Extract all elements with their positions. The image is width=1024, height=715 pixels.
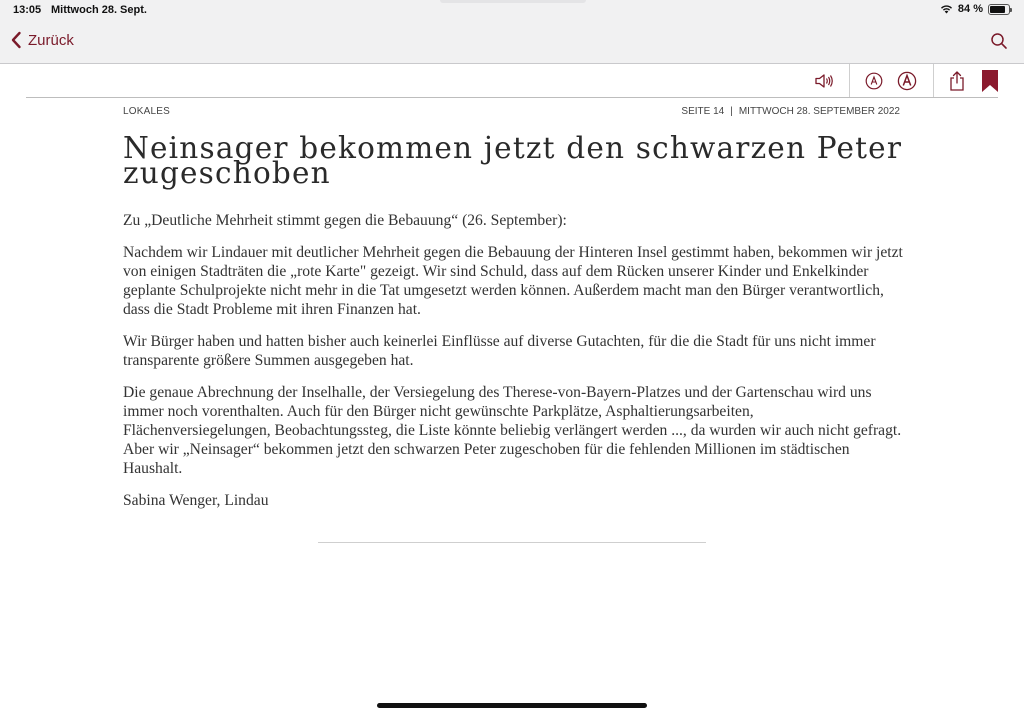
back-button[interactable] (10, 31, 74, 49)
article-body (123, 211, 905, 523)
toolbar-divider (933, 64, 934, 98)
article-signature: Sabina Wenger, Lindau (123, 492, 269, 509)
chevron-left-icon (10, 31, 22, 49)
issue-date: MITTWOCH 28. SEPTEMBER 2022 (738, 106, 900, 117)
top-bar (0, 0, 1024, 64)
toolbar-divider-line (26, 97, 998, 98)
article-headline (123, 131, 903, 190)
page-info (681, 106, 900, 117)
headline-line-1: Neinsager bekommen jetzt den schwarzen Peter (123, 131, 903, 165)
home-indicator[interactable] (377, 703, 647, 708)
article-paragraph: Nachdem wir Lindauer mit deutlicher Mehrheit gegen die Bebauung der Hinteren Insel gestimmt haben, bekommen wir jetzt von einigen Stadträten die „rote Karte" gezeigt. Wir sind Schuld, dass auf dem Rücken unserer Kinder und Enkelkinder geplante Schulprojekte nicht mehr in die Tat umgesetzt werden können. Außerdem macht man den Bürger verantwortlich, dass die Stadt Probleme mit ihren Finanzen hat. (123, 244, 903, 318)
article-intro: Zu „Deutliche Mehrheit stimmt gegen die Bebauung“ (26. September): (123, 212, 567, 229)
back-label: Zurück (28, 31, 74, 49)
search-icon[interactable] (990, 32, 1008, 50)
article-paragraph: Die genaue Abrechnung der Inselhalle, der Versiegelung des Therese-von-Bayern-Platzes und der Gartenschau wird uns immer noch vorenthalten. Auch für den Bürger nicht gewünschte Parkplätze, Asphaltierungsarbeiten, Flächenversiegelungen, Beobachtungssteg, die Liste könnte beliebig verlängert werden ..., da wurden wir auch nicht gefragt. Aber wir „Neinsager“ bekommen jetzt den schwarzen Peter zugeschoben für die fehlenden Millionen im städtischen Haushalt. (123, 384, 902, 477)
battery-icon (988, 4, 1010, 15)
battery-percent: 84 % (957, 3, 983, 15)
toolbar-divider (849, 64, 850, 98)
read-aloud-button[interactable] (811, 69, 837, 93)
section-label: LOKALES (123, 106, 170, 117)
page-number: SEITE 14 (681, 106, 725, 117)
wifi-icon (940, 4, 953, 14)
meta-separator: | (730, 106, 733, 117)
font-smaller-button[interactable] (862, 69, 886, 93)
status-time: 13:05 (13, 4, 42, 16)
article-end-divider (318, 542, 706, 543)
share-icon (948, 70, 966, 92)
bookmark-button[interactable] (978, 69, 1002, 93)
status-date: Mittwoch 28. Sept. (51, 4, 147, 16)
font-larger-icon (897, 71, 917, 91)
speaker-icon (814, 73, 834, 89)
multitasking-grabber[interactable] (440, 0, 586, 3)
font-smaller-icon (865, 72, 883, 90)
font-larger-button[interactable] (895, 69, 919, 93)
status-indicators (940, 3, 1010, 15)
bookmark-icon (981, 69, 999, 93)
share-button[interactable] (945, 69, 969, 93)
reader-toolbar (0, 64, 1024, 98)
headline-line-2: zugeschoben (123, 156, 331, 190)
article-paragraph: Wir Bürger haben und hatten bisher auch keinerlei Einflüsse auf diverse Gutachten, für die die Stadt für uns nicht immer transparente größere Summen ausgegeben hat. (123, 333, 876, 369)
